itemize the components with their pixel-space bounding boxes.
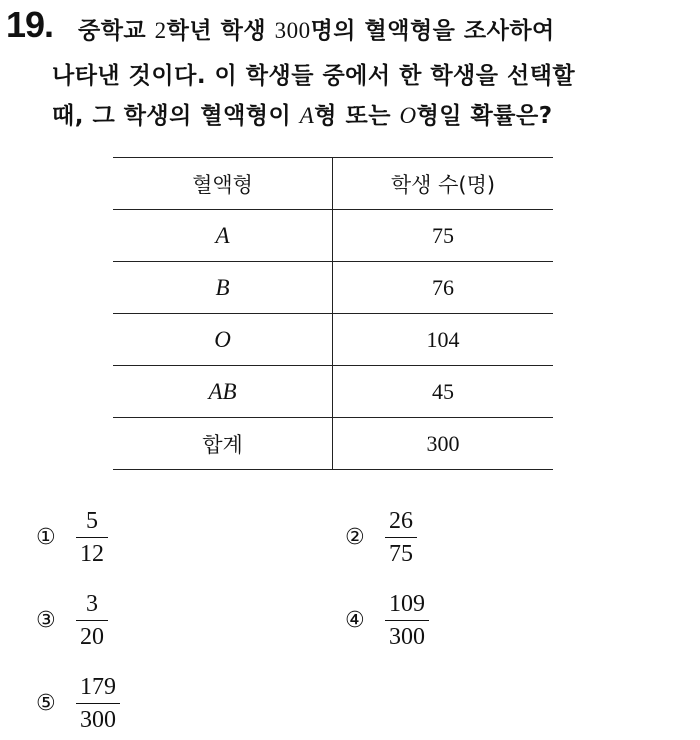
denominator: 300 — [389, 624, 425, 650]
blood-type-cell: A — [113, 210, 333, 262]
blood-type-cell: B — [113, 262, 333, 314]
choice-1[interactable] — [36, 509, 108, 566]
fraction — [76, 675, 120, 732]
blood-type-table — [113, 157, 553, 470]
choice-3[interactable] — [36, 592, 108, 649]
numerator: 179 — [80, 674, 116, 700]
choice-marker: ④ — [345, 608, 365, 633]
count-cell: 45 — [432, 378, 454, 404]
question-text-line-2: 나타낸 것이다. 이 학생들 중에서 한 학생을 선택할 — [52, 63, 576, 89]
denominator: 12 — [80, 541, 104, 567]
fraction — [385, 509, 417, 566]
fraction — [76, 592, 108, 649]
denominator: 300 — [80, 707, 116, 733]
choice-4[interactable] — [345, 592, 429, 649]
choice-5[interactable] — [36, 675, 120, 732]
numerator: 109 — [389, 591, 425, 617]
choice-2[interactable] — [345, 509, 417, 566]
table-total-row — [113, 418, 553, 470]
choice-marker: ① — [36, 525, 56, 550]
table-row — [113, 314, 553, 366]
numerator: 3 — [86, 591, 98, 617]
choice-marker: ③ — [36, 608, 56, 633]
question-text-line-1: 중학교 2학년 학생 300명의 혈액형을 조사하여 — [78, 18, 555, 44]
numerator: 26 — [389, 508, 413, 534]
count-cell: 104 — [426, 326, 460, 352]
fraction — [385, 592, 429, 649]
denominator: 75 — [389, 541, 413, 567]
header-student-count: 학생 수(명) — [390, 172, 496, 197]
question-number: 19. — [6, 4, 54, 45]
question-text-line-3: 때, 그 학생의 혈액형이 A형 또는 O형일 확률은? — [52, 103, 553, 129]
blood-type-cell: O — [113, 314, 333, 366]
blood-type-cell: AB — [113, 366, 333, 418]
total-count-cell: 300 — [426, 430, 460, 456]
fraction — [76, 509, 108, 566]
total-label-cell: 합계 — [113, 418, 333, 470]
choice-marker: ⑤ — [36, 691, 56, 716]
table-header-row — [113, 158, 553, 210]
count-cell: 75 — [432, 222, 454, 248]
header-blood-type: 혈액형 — [113, 158, 333, 210]
table-row — [113, 210, 553, 262]
numerator: 5 — [86, 508, 98, 534]
choice-marker: ② — [345, 525, 365, 550]
denominator: 20 — [80, 624, 104, 650]
table-row — [113, 262, 553, 314]
table-row — [113, 366, 553, 418]
count-cell: 76 — [432, 274, 454, 300]
